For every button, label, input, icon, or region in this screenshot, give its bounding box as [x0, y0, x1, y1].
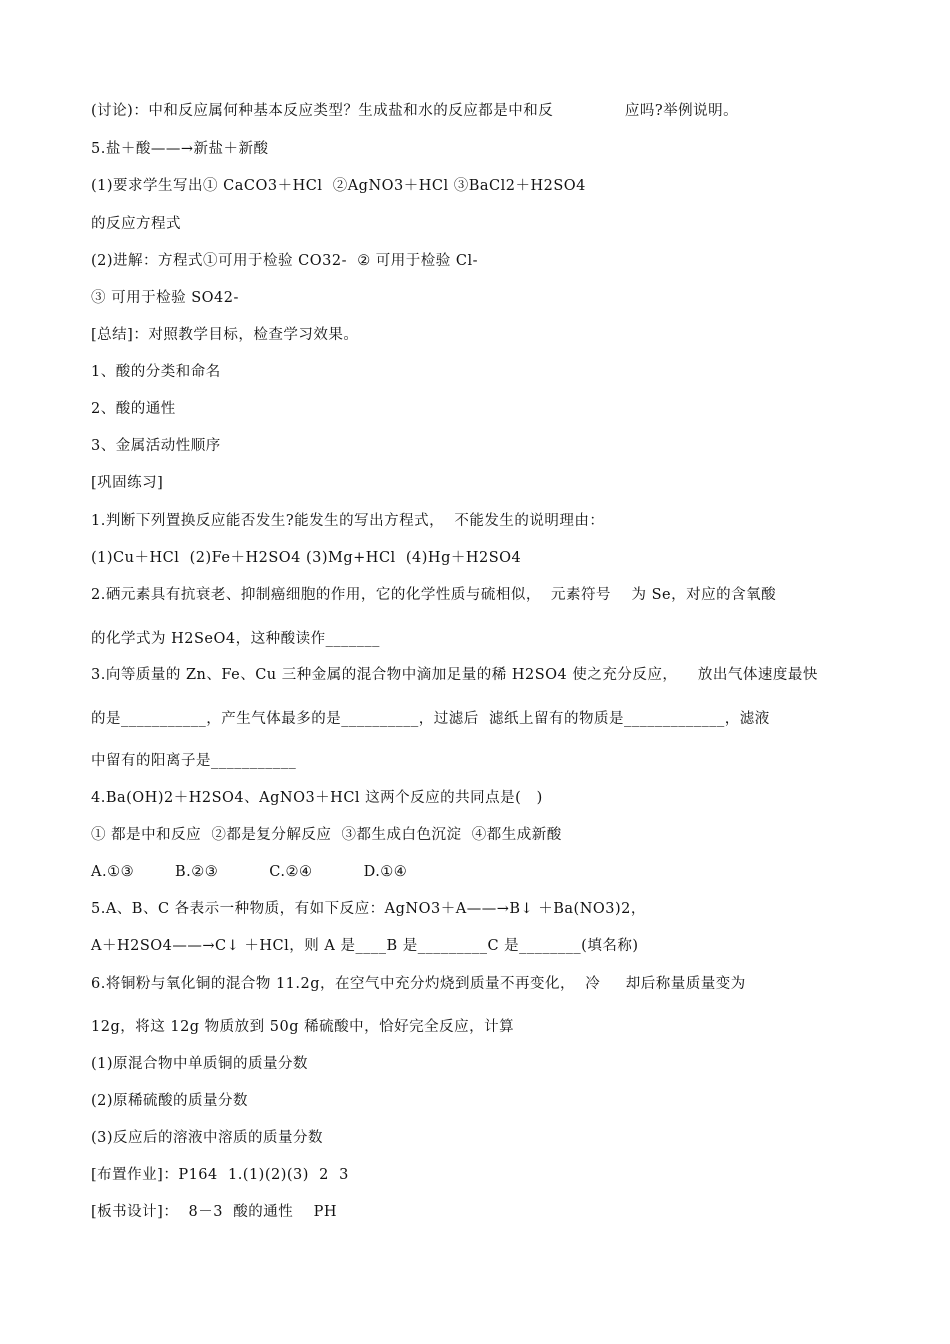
text-line: (1)要求学生写出① CaCO3＋HCl ②AgNO3＋HCl ③BaCl2＋H2SO4 — [91, 178, 586, 194]
text-line: 中留有的阳离子是___________ — [91, 753, 297, 769]
text-line: 的是___________，产生气体最多的是__________，过滤后 滤纸上留有的物质是_____________，滤液 — [91, 711, 770, 727]
summary-heading: [总结]：对照教学目标，检查学习效果。 — [91, 327, 359, 343]
answer-options: A.①③ B.②③ C.②④ D.①④ — [91, 864, 408, 880]
text-line: (1)Cu＋HCl (2)Fe＋H2SO4 (3)Mg+HCl (4)Hg＋H2SO4 — [91, 550, 522, 566]
text-line: 的反应方程式 — [91, 216, 181, 232]
question-1: 1.判断下列置换反应能否发生?能发生的写出方程式， 不能发生的说明理由： — [91, 513, 605, 529]
board-design-line: [板书设计]： 8－3 酸的通性 PH — [91, 1204, 338, 1220]
text-line: 的化学式为 H2SeO4，这种酸读作_______ — [91, 631, 380, 647]
heading-salt-acid: 5.盐＋酸——→新盐＋新酸 — [91, 141, 269, 157]
question-6: 6.将铜粉与氧化铜的混合物 11.2g，在空气中充分灼烧到质量不再变化， 冷 却后称量质量变为 — [91, 976, 746, 992]
list-item: 2、酸的通性 — [91, 401, 176, 417]
question-2: 2.硒元素具有抗衰老、抑制癌细胞的作用，它的化学性质与硫相似， 元素符号 为 Se，对应的含氧酸 — [91, 587, 777, 603]
text-line: ① 都是中和反应 ②都是复分解反应 ③都生成白色沉淀 ④都生成新酸 — [91, 827, 562, 843]
text-line: (1)原混合物中单质铜的质量分数 — [91, 1056, 309, 1072]
question-4: 4.Ba(OH)2＋H2SO4、AgNO3＋HCl 这两个反应的共同点是( ) — [91, 790, 543, 806]
discussion-line: (讨论)：中和反应属何种基本反应类型？生成盐和水的反应都是中和反 应吗?举例说明。 — [91, 103, 739, 119]
text-line: (2)原稀硫酸的质量分数 — [91, 1093, 249, 1109]
list-item: 1、酸的分类和命名 — [91, 364, 221, 380]
text-line: 12g，将这 12g 物质放到 50g 稀硫酸中，恰好完全反应，计算 — [91, 1019, 515, 1035]
list-item: 3、金属活动性顺序 — [91, 438, 221, 454]
question-5: 5.A、B、C 各表示一种物质，有如下反应：AgNO3＋A——→B↓ ＋Ba(NO3)2， — [91, 901, 646, 917]
homework-line: [布置作业]：P164 1.(1)(2)(3) 2 3 — [91, 1167, 349, 1183]
text-line: A＋H2SO4——→C↓ ＋HCl，则 A 是____B 是_________C 是________(填名称) — [91, 938, 639, 954]
text-line: (3)反应后的溶液中溶质的质量分数 — [91, 1130, 324, 1146]
exercise-heading: [巩固练习] — [91, 475, 164, 491]
text-line: ③ 可用于检验 SO42- — [91, 290, 239, 306]
question-3: 3.向等质量的 Zn、Fe、Cu 三种金属的混合物中滴加足量的稀 H2SO4 使之充分反应， 放出气体速度最快 — [91, 667, 818, 683]
text-line: (2)进解：方程式①可用于检验 CO32- ② 可用于检验 Cl- — [91, 253, 479, 269]
